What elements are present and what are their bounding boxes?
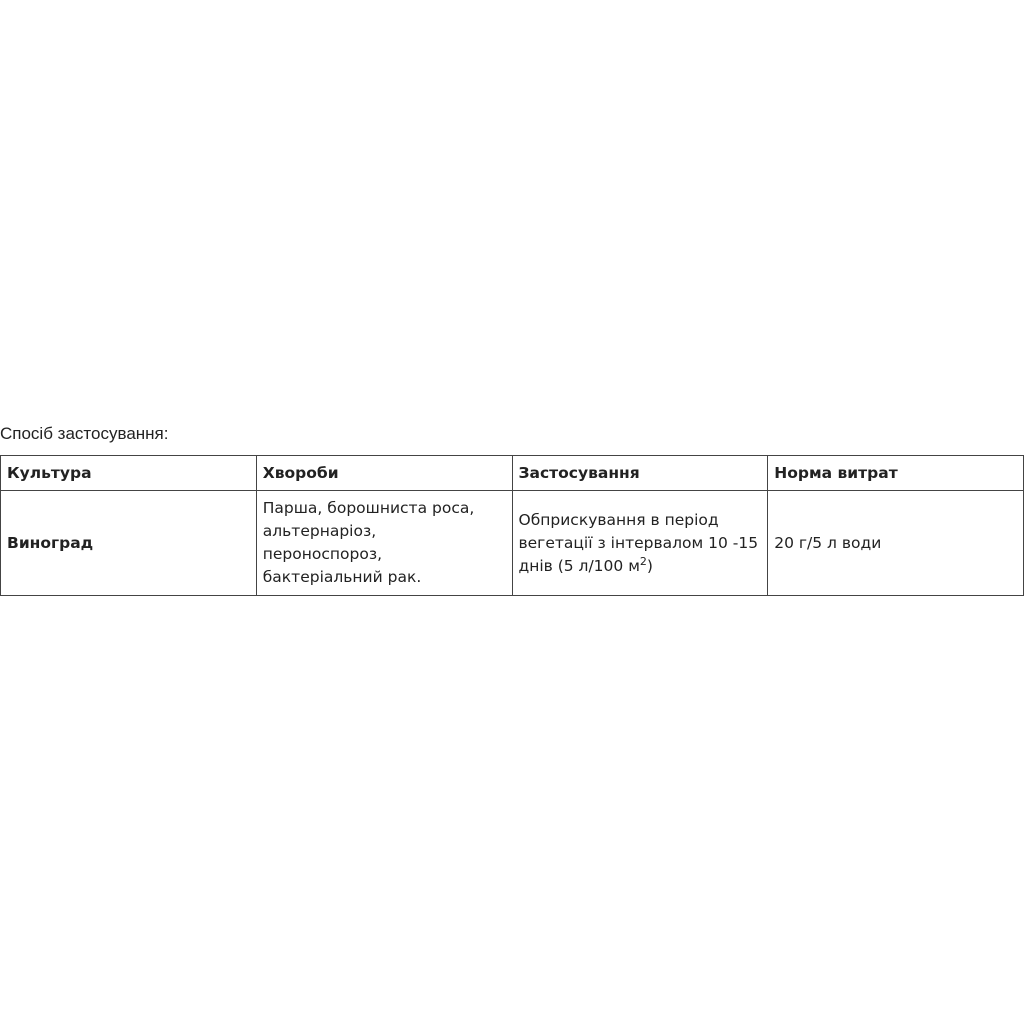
application-line: вегетації з інтервалом 10 -15 (518, 533, 759, 552)
disease-line: Парша, борошниста роса, (262, 499, 475, 517)
disease-line: бактеріальний рак. (262, 568, 422, 586)
table-row (1, 491, 1024, 596)
application-line: Обприскування в період (518, 510, 719, 529)
header-crop: Культура (1, 456, 257, 491)
squared-superscript: 2 (639, 554, 647, 568)
diseases-cell (256, 491, 512, 596)
application-cell (512, 491, 768, 596)
disease-line: альтернаріоз, (262, 522, 377, 540)
usage-table (0, 455, 1024, 596)
application-line: днів (5 л/100 м (518, 556, 640, 575)
header-rate: Норма витрат (768, 456, 1024, 491)
rate-cell: 20 г/5 л води (768, 491, 1024, 596)
disease-line: пероноспороз, (262, 545, 382, 563)
section-caption: Спосіб застосування: (0, 424, 169, 443)
crop-cell: Виноград (1, 491, 257, 596)
header-diseases: Хвороби (256, 456, 512, 491)
application-line-end: ) (646, 556, 653, 575)
header-application: Застосування (512, 456, 768, 491)
table-header-row (1, 456, 1024, 491)
